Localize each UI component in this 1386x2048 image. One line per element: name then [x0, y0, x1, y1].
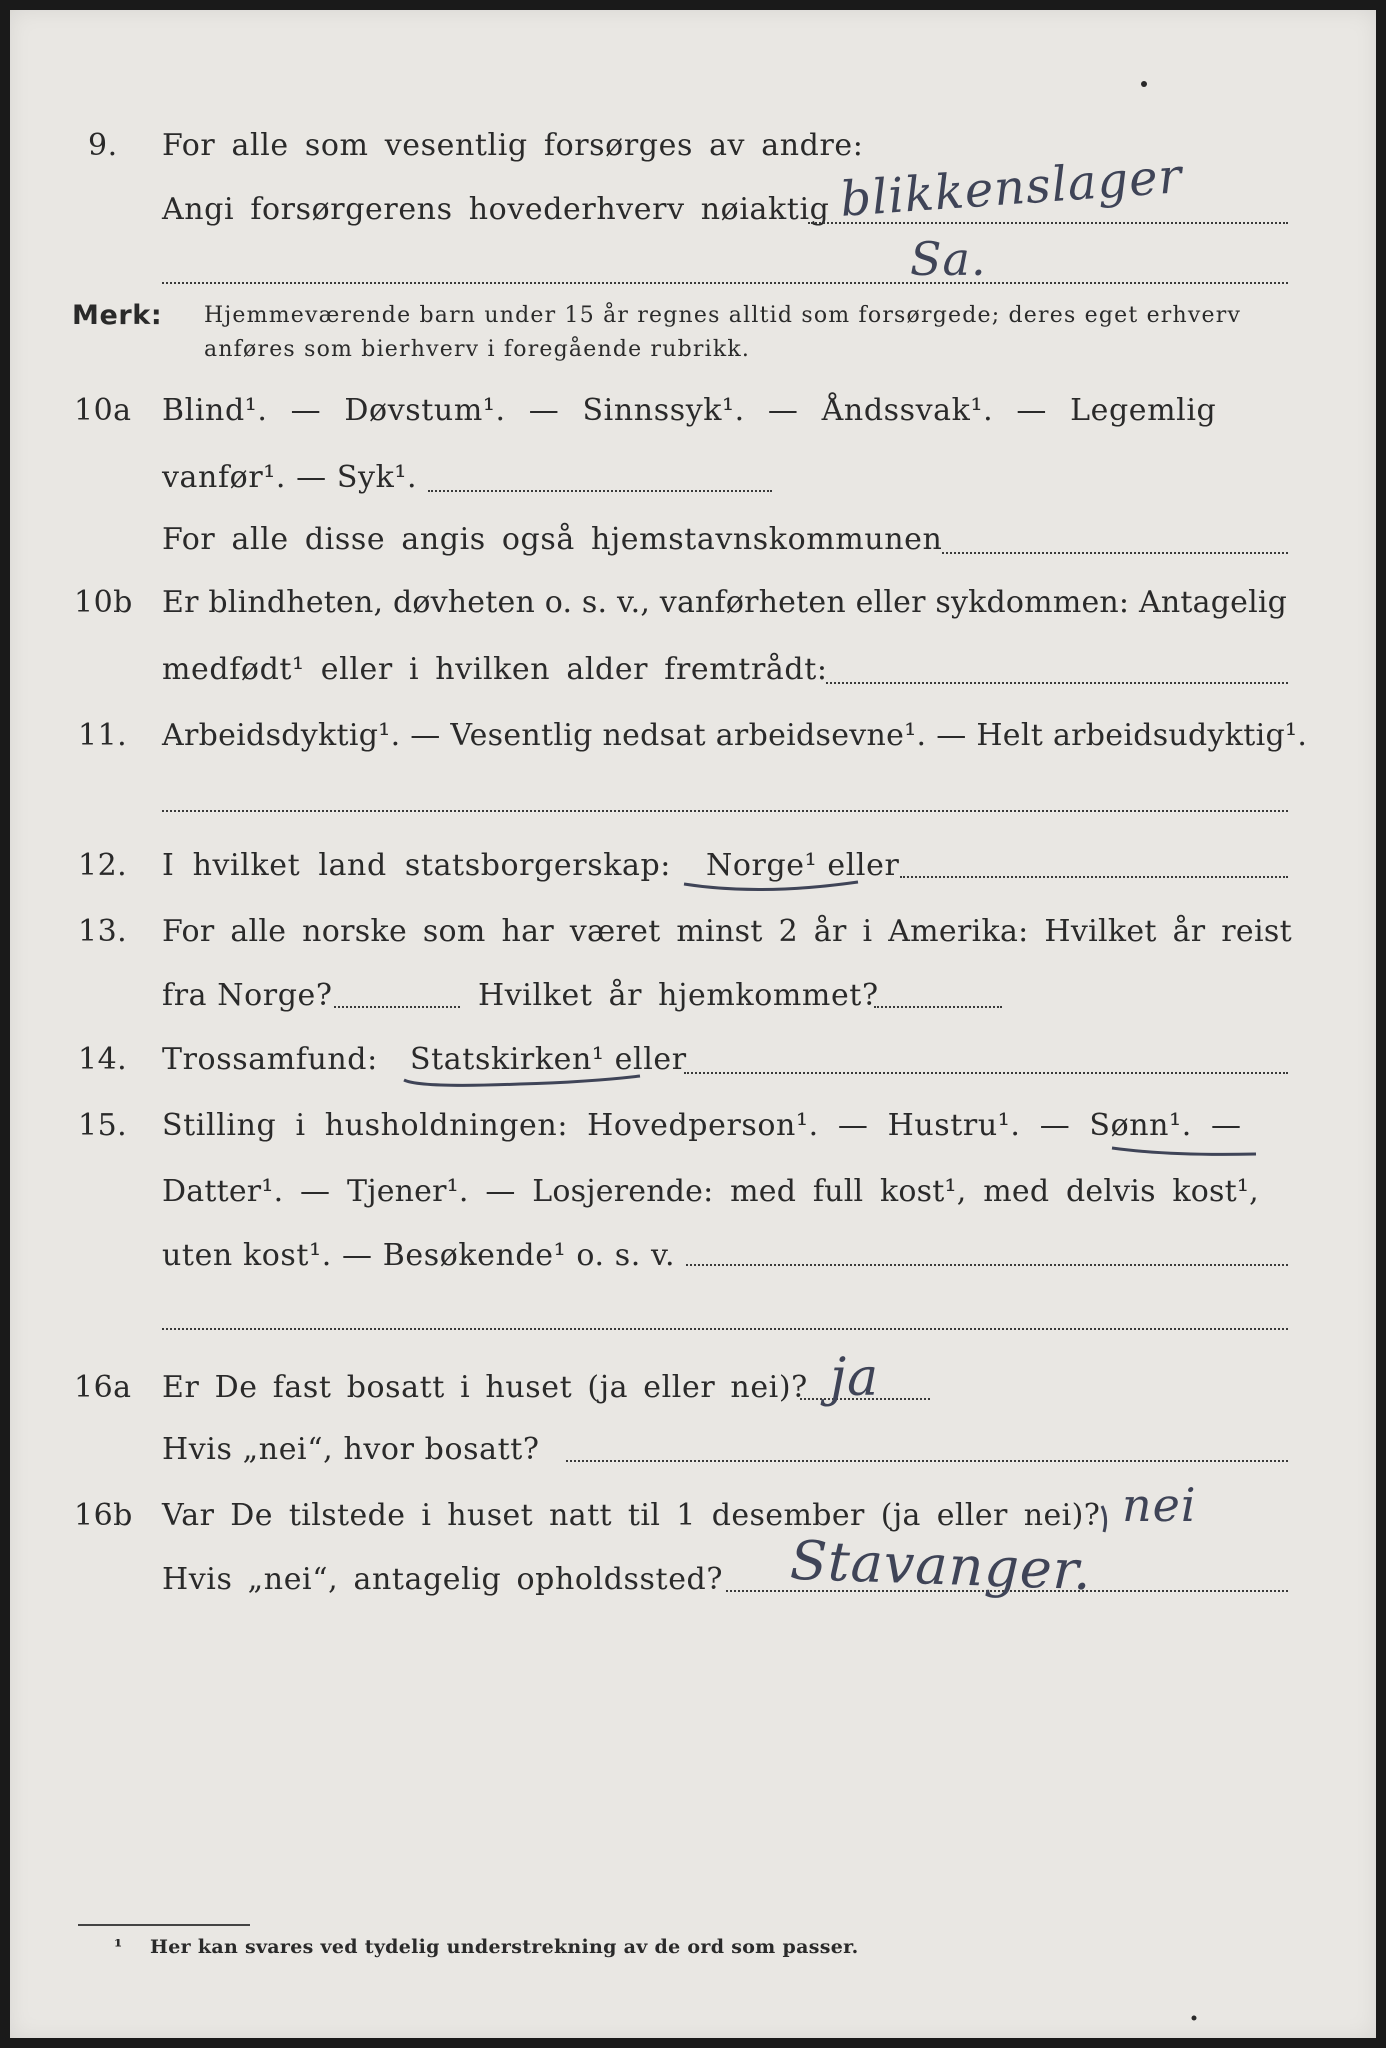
q15-line1: Stilling i husholdningen: Hovedperson¹. — Hustru¹. — Sønn¹. — [162, 1108, 1242, 1143]
q14-number: 14. [78, 1042, 128, 1077]
q9-line1: For alle som vesentlig forsørges av andre: [162, 128, 864, 163]
q9-number: 9. [88, 128, 118, 163]
q16b-line1: Var De tilstede i huset natt til 1 desember (ja eller nei)? [162, 1498, 1101, 1533]
q15-sonn-underline [1112, 1148, 1256, 1154]
q15-number: 15. [78, 1108, 128, 1143]
ink-dot [1192, 2016, 1197, 2021]
q10b-number: 10b [74, 585, 133, 620]
q13-line1: For alle norske som har været minst 2 år i Amerika: Hvilket år reist [162, 914, 1292, 949]
q12-option: Norge¹ eller [706, 848, 900, 883]
merk-line2: anføres som bierhverv i foregående rubrikk. [204, 337, 751, 362]
ink-dot [1141, 81, 1147, 87]
q9-line2: Angi forsørgerens hovederhverv nøiaktig [162, 192, 830, 227]
q9-handwritten-answer: blikkenslager [838, 148, 1185, 228]
q10a-number: 10a [74, 393, 132, 428]
q12-number: 12. [78, 848, 128, 883]
q13-line2a: fra Norge? [162, 978, 333, 1013]
q16b-ja-paren-mark [1102, 1506, 1106, 1532]
q16b-handwritten-answer: nei [1122, 1478, 1197, 1532]
q16b-line2: Hvis „nei“, antagelig opholdssted? [162, 1562, 724, 1597]
q11-line1: Arbeidsdyktig¹. — Vesentlig nedsat arbeidsevne¹. — Helt arbeidsudyktig¹. [162, 718, 1308, 753]
q16a-line1: Er De fast bosatt i huset (ja eller nei)? [162, 1370, 808, 1405]
footnote-marker: ¹ [114, 1936, 123, 1958]
q15-line3: uten kost¹. — Besøkende¹ o. s. v. [162, 1238, 676, 1273]
q10b-line2: medfødt¹ eller i hvilken alder fremtrådt: [162, 652, 828, 687]
q13-line2b: Hvilket år hjemkommet? [478, 978, 879, 1013]
q12-prefix: I hvilket land statsborgerskap: [162, 848, 671, 883]
merk-line1: Hjemmeværende barn under 15 år regnes alltid som forsørgede; deres eget erhverv [204, 303, 1242, 328]
q13-number: 13. [78, 914, 128, 949]
q16b-handwritten-answer-2: Stavanger. [788, 1528, 1093, 1603]
merk-label: Merk: [72, 300, 163, 331]
footnote-text: Her kan svares ved tydelig understrekning av de ord som passer. [150, 1936, 859, 1958]
q14-option: Statskirken¹ eller [410, 1042, 687, 1077]
q10a-line1: Blind¹. — Døvstum¹. — Sinnssyk¹. — Åndssvak¹. — Legemlig [162, 393, 1217, 428]
q16a-line2: Hvis „nei“, hvor bosatt? [162, 1432, 540, 1467]
q9-handwritten-answer-2: Sa. [910, 232, 987, 286]
q15-line2: Datter¹. — Tjener¹. — Losjerende: med full kost¹, med delvis kost¹, [162, 1174, 1259, 1209]
q10b-line1: Er blindheten, døvheten o. s. v., vanførheten eller sykdommen: Antagelig [162, 585, 1288, 620]
q16a-number: 16a [74, 1370, 132, 1405]
q10a-line2: vanfør¹. — Syk¹. [162, 460, 418, 495]
q16b-number: 16b [74, 1498, 133, 1533]
q14-statskirken-underline [404, 1076, 640, 1085]
q10a-line3: For alle disse angis også hjemstavnskommunen [162, 522, 943, 557]
q16a-handwritten-answer: ja [830, 1348, 880, 1408]
q12-norge-underline [684, 882, 858, 890]
q11-number: 11. [78, 718, 128, 753]
q14-prefix: Trossamfund: [162, 1042, 378, 1077]
